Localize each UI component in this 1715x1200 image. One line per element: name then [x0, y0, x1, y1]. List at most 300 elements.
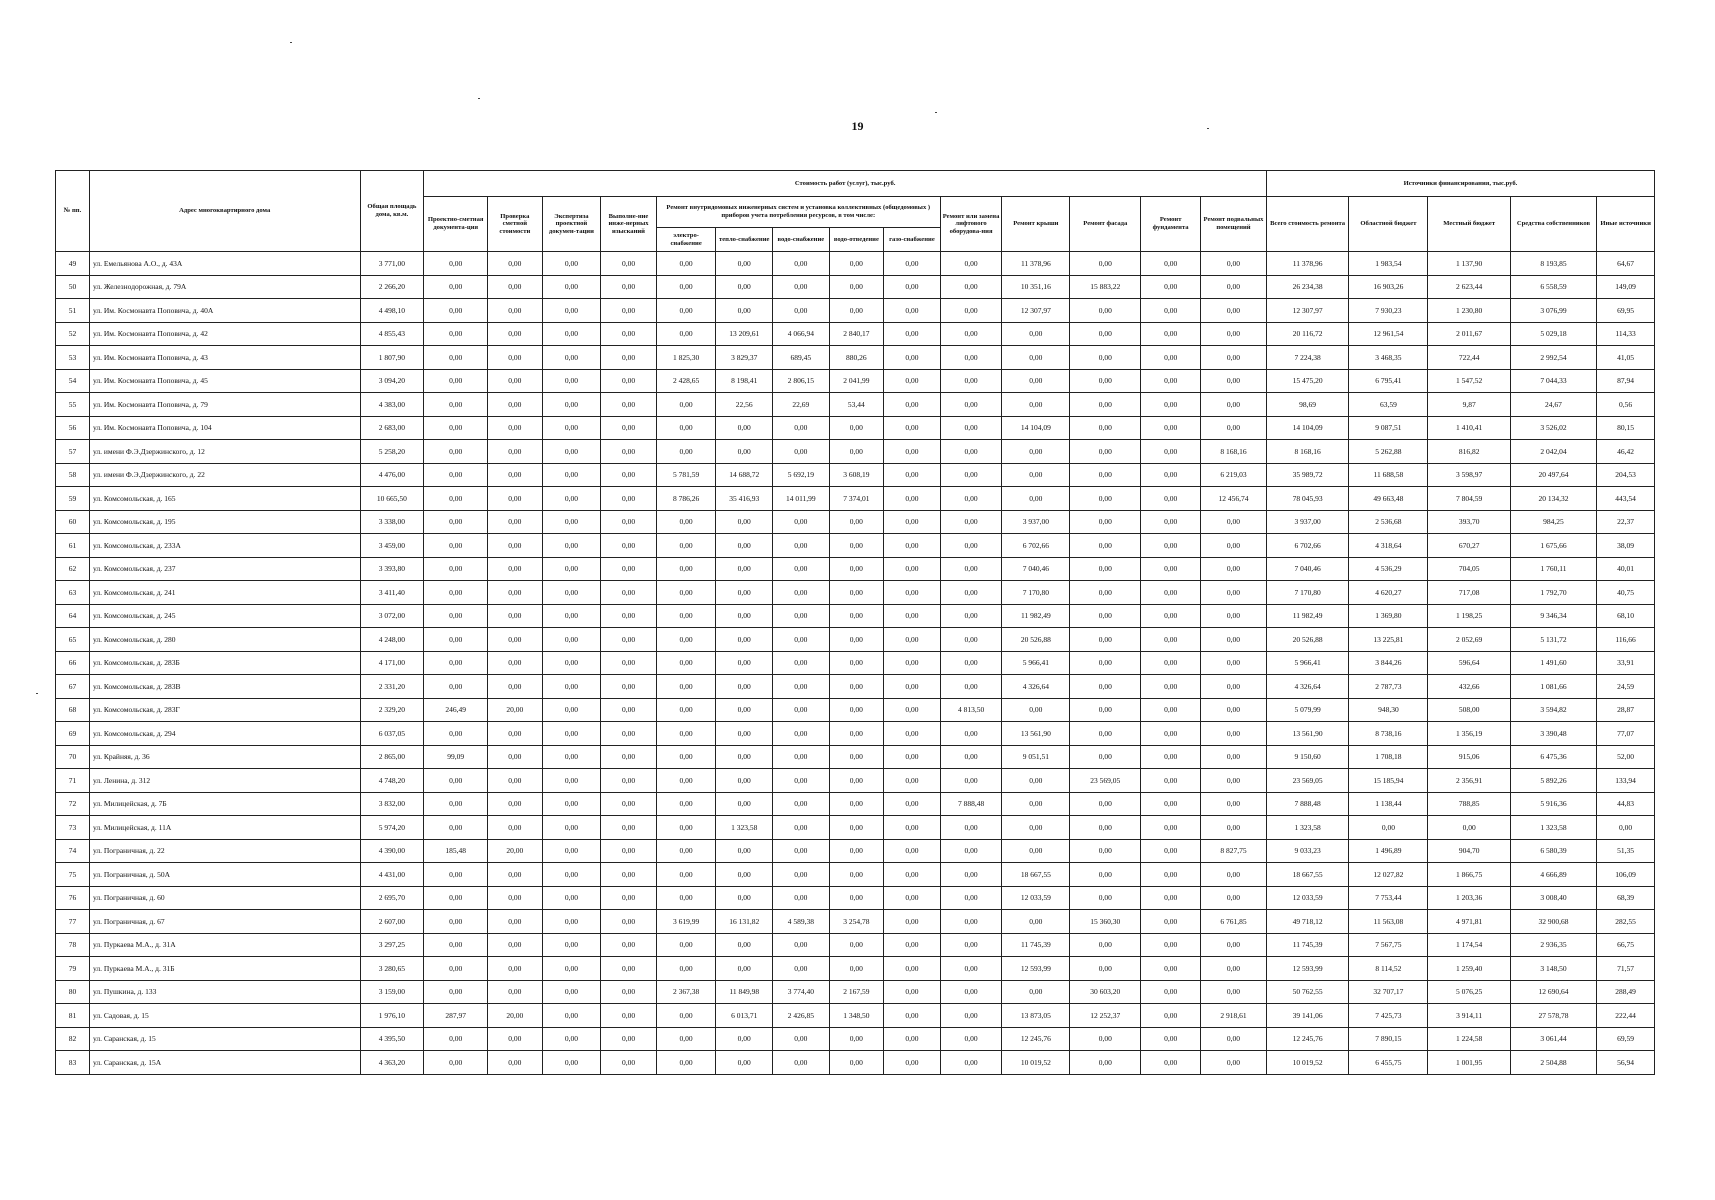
table-row — [56, 933, 1655, 957]
cell-gas: 0,00 — [884, 863, 941, 887]
cell-num: 59 — [56, 487, 90, 511]
header-surveys: Выполне-ние инже-нерных изысканий — [601, 197, 657, 252]
cell-gas: 0,00 — [884, 416, 941, 440]
cell-drain: 0,00 — [829, 957, 884, 981]
cell-owners: 1 081,66 — [1510, 675, 1596, 699]
cell-local: 2 052,69 — [1428, 628, 1510, 652]
cell-foundation: 0,00 — [1141, 1027, 1201, 1051]
cell-surveys: 0,00 — [601, 534, 657, 558]
cell-surveys: 0,00 — [601, 675, 657, 699]
cell-elevator: 0,00 — [940, 510, 1002, 534]
cell-surveys: 0,00 — [601, 886, 657, 910]
cell-num: 50 — [56, 275, 90, 299]
cell-local: 2 011,67 — [1428, 322, 1510, 346]
cell-electro: 0,00 — [656, 675, 716, 699]
cell-design-docs: 0,00 — [424, 628, 488, 652]
cell-roof: 18 667,55 — [1002, 863, 1070, 887]
cell-heat: 0,00 — [716, 698, 773, 722]
cell-water: 0,00 — [773, 769, 830, 793]
cell-facade: 0,00 — [1070, 863, 1141, 887]
cell-roof: 0,00 — [1002, 816, 1070, 840]
cell-other: 44,83 — [1597, 792, 1655, 816]
cell-design-docs: 0,00 — [424, 581, 488, 605]
cell-foundation: 0,00 — [1141, 675, 1201, 699]
cell-total: 9 033,23 — [1266, 839, 1348, 863]
cell-facade: 0,00 — [1070, 346, 1141, 370]
cell-water: 0,00 — [773, 440, 830, 464]
header-cost-group: Стоимость работ (услуг), тыс.руб. — [424, 171, 1267, 197]
cell-facade: 0,00 — [1070, 698, 1141, 722]
cell-electro: 0,00 — [656, 1051, 716, 1075]
cell-estimate-check: 0,00 — [488, 910, 543, 934]
cell-local: 1 356,19 — [1428, 722, 1510, 746]
cell-surveys: 0,00 — [601, 792, 657, 816]
cell-drain: 0,00 — [829, 557, 884, 581]
cell-total: 13 561,90 — [1266, 722, 1348, 746]
cell-local: 1 866,75 — [1428, 863, 1510, 887]
cell-regional: 1 369,80 — [1349, 604, 1428, 628]
cell-water: 5 692,19 — [773, 463, 830, 487]
cell-estimate-check: 0,00 — [488, 722, 543, 746]
cell-foundation: 0,00 — [1141, 910, 1201, 934]
cell-elevator: 0,00 — [940, 1027, 1002, 1051]
cell-area: 2 331,20 — [360, 675, 424, 699]
cell-total: 4 326,64 — [1266, 675, 1348, 699]
cell-local: 2 356,91 — [1428, 769, 1510, 793]
header-foundation: Ремонт фундамента — [1141, 197, 1201, 252]
cell-num: 77 — [56, 910, 90, 934]
table-row — [56, 581, 1655, 605]
cell-estimate-check: 0,00 — [488, 416, 543, 440]
cell-elevator: 0,00 — [940, 816, 1002, 840]
cell-regional: 32 707,17 — [1349, 980, 1428, 1004]
cell-address: ул. Комсомольская, д. 280 — [89, 628, 360, 652]
cell-design-docs: 0,00 — [424, 604, 488, 628]
cell-foundation: 0,00 — [1141, 510, 1201, 534]
cell-num: 66 — [56, 651, 90, 675]
cell-water: 0,00 — [773, 957, 830, 981]
cell-facade: 0,00 — [1070, 886, 1141, 910]
cell-foundation: 0,00 — [1141, 393, 1201, 417]
cell-other: 22,37 — [1597, 510, 1655, 534]
header-facade: Ремонт фасада — [1070, 197, 1141, 252]
cell-facade: 30 603,20 — [1070, 980, 1141, 1004]
cell-owners: 6 580,39 — [1510, 839, 1596, 863]
cell-local: 3 914,11 — [1428, 1004, 1510, 1028]
cell-other: 443,54 — [1597, 487, 1655, 511]
cell-owners: 3 526,02 — [1510, 416, 1596, 440]
cell-surveys: 0,00 — [601, 393, 657, 417]
cell-drain: 3 254,78 — [829, 910, 884, 934]
cell-foundation: 0,00 — [1141, 463, 1201, 487]
table-row — [56, 440, 1655, 464]
cell-foundation: 0,00 — [1141, 933, 1201, 957]
cell-expertise: 0,00 — [542, 722, 601, 746]
cell-design-docs: 287,97 — [424, 1004, 488, 1028]
cell-owners: 24,67 — [1510, 393, 1596, 417]
cell-design-docs: 0,00 — [424, 675, 488, 699]
cell-address: ул. Милицейская, д. 7Б — [89, 792, 360, 816]
cell-basement: 0,00 — [1200, 369, 1266, 393]
cell-elevator: 0,00 — [940, 299, 1002, 323]
cell-address: ул. Саранская, д. 15А — [89, 1051, 360, 1075]
table-row — [56, 322, 1655, 346]
header-estimate-check: Проверка сметной стоимости — [488, 197, 543, 252]
cell-num: 82 — [56, 1027, 90, 1051]
cell-total: 14 104,09 — [1266, 416, 1348, 440]
cell-area: 3 297,25 — [360, 933, 424, 957]
cell-heat: 0,00 — [716, 628, 773, 652]
cell-facade: 0,00 — [1070, 628, 1141, 652]
cell-address: ул. Пушкина, д. 133 — [89, 980, 360, 1004]
cell-total: 5 079,99 — [1266, 698, 1348, 722]
cell-design-docs: 0,00 — [424, 1027, 488, 1051]
cell-facade: 0,00 — [1070, 581, 1141, 605]
cell-total: 12 033,59 — [1266, 886, 1348, 910]
cell-owners: 1 792,70 — [1510, 581, 1596, 605]
table-row — [56, 1027, 1655, 1051]
cell-num: 73 — [56, 816, 90, 840]
cell-num: 62 — [56, 557, 90, 581]
cell-elevator: 0,00 — [940, 346, 1002, 370]
cell-other: 52,00 — [1597, 745, 1655, 769]
cell-roof: 9 051,51 — [1002, 745, 1070, 769]
cell-basement: 0,00 — [1200, 957, 1266, 981]
cell-water: 0,00 — [773, 275, 830, 299]
table-row — [56, 910, 1655, 934]
cell-heat: 22,56 — [716, 393, 773, 417]
cell-electro: 0,00 — [656, 651, 716, 675]
cell-elevator: 7 888,48 — [940, 792, 1002, 816]
cell-regional: 6 795,41 — [1349, 369, 1428, 393]
cell-expertise: 0,00 — [542, 463, 601, 487]
cell-estimate-check: 0,00 — [488, 933, 543, 957]
cell-expertise: 0,00 — [542, 299, 601, 323]
cell-drain: 0,00 — [829, 886, 884, 910]
cell-regional: 15 185,94 — [1349, 769, 1428, 793]
cell-surveys: 0,00 — [601, 510, 657, 534]
cell-estimate-check: 0,00 — [488, 557, 543, 581]
cell-electro: 0,00 — [656, 1027, 716, 1051]
cell-foundation: 0,00 — [1141, 839, 1201, 863]
cell-elevator: 0,00 — [940, 910, 1002, 934]
cell-foundation: 0,00 — [1141, 1004, 1201, 1028]
cell-water: 0,00 — [773, 252, 830, 276]
cell-other: 51,35 — [1597, 839, 1655, 863]
cell-roof: 0,00 — [1002, 440, 1070, 464]
table-row — [56, 698, 1655, 722]
cell-gas: 0,00 — [884, 510, 941, 534]
cell-foundation: 0,00 — [1141, 863, 1201, 887]
cell-foundation: 0,00 — [1141, 816, 1201, 840]
cell-area: 4 748,20 — [360, 769, 424, 793]
cell-address: ул. Пограничная, д. 60 — [89, 886, 360, 910]
cell-gas: 0,00 — [884, 933, 941, 957]
cell-design-docs: 0,00 — [424, 933, 488, 957]
cell-regional: 7 753,44 — [1349, 886, 1428, 910]
cell-other: 0,00 — [1597, 816, 1655, 840]
cell-estimate-check: 0,00 — [488, 1051, 543, 1075]
cell-expertise: 0,00 — [542, 369, 601, 393]
cell-electro: 0,00 — [656, 933, 716, 957]
cell-water: 0,00 — [773, 416, 830, 440]
cell-roof: 20 526,88 — [1002, 628, 1070, 652]
cell-roof: 0,00 — [1002, 769, 1070, 793]
table-row — [56, 252, 1655, 276]
cell-drain: 880,26 — [829, 346, 884, 370]
cell-foundation: 0,00 — [1141, 369, 1201, 393]
cell-design-docs: 0,00 — [424, 369, 488, 393]
cell-heat: 0,00 — [716, 675, 773, 699]
cell-other: 282,55 — [1597, 910, 1655, 934]
cell-drain: 0,00 — [829, 510, 884, 534]
cell-drain: 0,00 — [829, 698, 884, 722]
cell-gas: 0,00 — [884, 792, 941, 816]
cell-facade: 0,00 — [1070, 369, 1141, 393]
cell-design-docs: 0,00 — [424, 534, 488, 558]
cell-roof: 0,00 — [1002, 792, 1070, 816]
cell-basement: 0,00 — [1200, 863, 1266, 887]
cell-drain: 0,00 — [829, 792, 884, 816]
cell-num: 57 — [56, 440, 90, 464]
scan-artifact — [935, 112, 937, 113]
cell-gas: 0,00 — [884, 980, 941, 1004]
cell-gas: 0,00 — [884, 252, 941, 276]
cell-other: 38,09 — [1597, 534, 1655, 558]
cell-heat: 1 323,58 — [716, 816, 773, 840]
cell-local: 0,00 — [1428, 816, 1510, 840]
table-row — [56, 604, 1655, 628]
cell-basement: 0,00 — [1200, 275, 1266, 299]
cell-estimate-check: 0,00 — [488, 604, 543, 628]
cell-basement: 0,00 — [1200, 886, 1266, 910]
cell-expertise: 0,00 — [542, 769, 601, 793]
cell-drain: 0,00 — [829, 299, 884, 323]
cell-address: ул. Им. Космонавта Поповича, д. 79 — [89, 393, 360, 417]
cell-foundation: 0,00 — [1141, 957, 1201, 981]
cell-roof: 14 104,09 — [1002, 416, 1070, 440]
cell-basement: 6 219,03 — [1200, 463, 1266, 487]
cell-other: 116,66 — [1597, 628, 1655, 652]
cell-total: 20 116,72 — [1266, 322, 1348, 346]
cell-elevator: 0,00 — [940, 933, 1002, 957]
cell-area: 2 865,00 — [360, 745, 424, 769]
cell-regional: 1 138,44 — [1349, 792, 1428, 816]
cell-foundation: 0,00 — [1141, 698, 1201, 722]
cell-foundation: 0,00 — [1141, 745, 1201, 769]
cell-facade: 15 883,22 — [1070, 275, 1141, 299]
cell-surveys: 0,00 — [601, 745, 657, 769]
cell-heat: 0,00 — [716, 792, 773, 816]
cell-foundation: 0,00 — [1141, 322, 1201, 346]
table-row — [56, 534, 1655, 558]
cell-regional: 16 903,26 — [1349, 275, 1428, 299]
cell-facade: 23 569,05 — [1070, 769, 1141, 793]
cell-regional: 3 844,26 — [1349, 651, 1428, 675]
cell-facade: 0,00 — [1070, 299, 1141, 323]
cell-num: 79 — [56, 957, 90, 981]
cell-owners: 27 578,78 — [1510, 1004, 1596, 1028]
cell-surveys: 0,00 — [601, 557, 657, 581]
cell-water: 0,00 — [773, 792, 830, 816]
cell-foundation: 0,00 — [1141, 557, 1201, 581]
cell-regional: 1 708,18 — [1349, 745, 1428, 769]
cell-local: 393,70 — [1428, 510, 1510, 534]
cell-address: ул. Им. Космонавта Поповича, д. 104 — [89, 416, 360, 440]
cell-area: 4 431,00 — [360, 863, 424, 887]
cell-water: 0,00 — [773, 557, 830, 581]
header-expertise: Экспертиза проектной докумен-тации — [542, 197, 601, 252]
cell-estimate-check: 0,00 — [488, 886, 543, 910]
header-total: Всего стоимость ремонта — [1266, 197, 1348, 252]
cell-other: 0,56 — [1597, 393, 1655, 417]
cell-estimate-check: 0,00 — [488, 393, 543, 417]
cell-regional: 8 738,16 — [1349, 722, 1428, 746]
cell-design-docs: 0,00 — [424, 910, 488, 934]
header-num: № пп. — [56, 171, 90, 252]
cell-regional: 4 620,27 — [1349, 581, 1428, 605]
cell-design-docs: 0,00 — [424, 792, 488, 816]
cell-expertise: 0,00 — [542, 886, 601, 910]
cell-water: 0,00 — [773, 604, 830, 628]
table-row — [56, 980, 1655, 1004]
cell-gas: 0,00 — [884, 1004, 941, 1028]
cell-regional: 11 688,58 — [1349, 463, 1428, 487]
cell-address: ул. Им. Космонавта Поповича, д. 43 — [89, 346, 360, 370]
cell-expertise: 0,00 — [542, 980, 601, 1004]
cell-area: 4 248,00 — [360, 628, 424, 652]
cell-num: 63 — [56, 581, 90, 605]
cell-design-docs: 0,00 — [424, 416, 488, 440]
cell-surveys: 0,00 — [601, 769, 657, 793]
cell-area: 2 695,70 — [360, 886, 424, 910]
cell-total: 7 040,46 — [1266, 557, 1348, 581]
header-roof: Ремонт крыши — [1002, 197, 1070, 252]
cell-roof: 12 245,76 — [1002, 1027, 1070, 1051]
cell-surveys: 0,00 — [601, 322, 657, 346]
cell-drain: 0,00 — [829, 839, 884, 863]
cell-other: 80,15 — [1597, 416, 1655, 440]
table-row — [56, 275, 1655, 299]
scan-artifact — [36, 693, 38, 694]
table-row — [56, 722, 1655, 746]
cell-other: 222,44 — [1597, 1004, 1655, 1028]
cell-electro: 0,00 — [656, 510, 716, 534]
header-elevator: Ремонт или замена лифтового оборудова-ния — [940, 197, 1002, 252]
cell-surveys: 0,00 — [601, 816, 657, 840]
cell-gas: 0,00 — [884, 1027, 941, 1051]
cell-surveys: 0,00 — [601, 839, 657, 863]
cell-electro: 1 825,30 — [656, 346, 716, 370]
cell-electro: 0,00 — [656, 839, 716, 863]
cell-design-docs: 0,00 — [424, 1051, 488, 1075]
cell-expertise: 0,00 — [542, 628, 601, 652]
cell-basement: 6 761,85 — [1200, 910, 1266, 934]
cell-area: 2 607,00 — [360, 910, 424, 934]
cell-owners: 1 760,11 — [1510, 557, 1596, 581]
cell-basement: 0,00 — [1200, 816, 1266, 840]
cell-drain: 0,00 — [829, 1051, 884, 1075]
table-row — [56, 863, 1655, 887]
cell-estimate-check: 0,00 — [488, 651, 543, 675]
cell-regional: 7 567,75 — [1349, 933, 1428, 957]
cell-regional: 6 455,75 — [1349, 1051, 1428, 1075]
cell-estimate-check: 0,00 — [488, 816, 543, 840]
cell-surveys: 0,00 — [601, 628, 657, 652]
table-row — [56, 816, 1655, 840]
cell-other: 288,49 — [1597, 980, 1655, 1004]
cell-owners: 1 491,60 — [1510, 651, 1596, 675]
cell-facade: 0,00 — [1070, 252, 1141, 276]
header-gas: газо-снабжение — [884, 228, 941, 252]
cell-drain: 2 840,17 — [829, 322, 884, 346]
cell-heat: 0,00 — [716, 863, 773, 887]
cell-water: 0,00 — [773, 1051, 830, 1075]
cell-surveys: 0,00 — [601, 440, 657, 464]
cell-facade: 0,00 — [1070, 816, 1141, 840]
cell-heat: 0,00 — [716, 722, 773, 746]
cell-area: 3 411,40 — [360, 581, 424, 605]
cell-surveys: 0,00 — [601, 275, 657, 299]
cell-drain: 0,00 — [829, 816, 884, 840]
cell-total: 6 702,66 — [1266, 534, 1348, 558]
table-row — [56, 957, 1655, 981]
cell-water: 2 806,15 — [773, 369, 830, 393]
cell-num: 68 — [56, 698, 90, 722]
cell-facade: 0,00 — [1070, 463, 1141, 487]
cell-gas: 0,00 — [884, 745, 941, 769]
cell-expertise: 0,00 — [542, 957, 601, 981]
cell-basement: 0,00 — [1200, 769, 1266, 793]
table-row — [56, 463, 1655, 487]
cell-water: 4 589,38 — [773, 910, 830, 934]
cell-expertise: 0,00 — [542, 745, 601, 769]
table-row — [56, 792, 1655, 816]
cell-drain: 0,00 — [829, 769, 884, 793]
cell-design-docs: 185,48 — [424, 839, 488, 863]
cell-other: 133,94 — [1597, 769, 1655, 793]
cell-address: ул. имени Ф.Э.Дзержинского, д. 22 — [89, 463, 360, 487]
cell-electro: 0,00 — [656, 557, 716, 581]
cell-electro: 0,00 — [656, 393, 716, 417]
cell-total: 12 307,97 — [1266, 299, 1348, 323]
cell-expertise: 0,00 — [542, 416, 601, 440]
cell-surveys: 0,00 — [601, 416, 657, 440]
cell-owners: 9 346,34 — [1510, 604, 1596, 628]
cell-other: 114,33 — [1597, 322, 1655, 346]
cell-heat: 0,00 — [716, 651, 773, 675]
cell-owners: 3 008,40 — [1510, 886, 1596, 910]
cell-roof: 13 873,05 — [1002, 1004, 1070, 1028]
cell-total: 20 526,88 — [1266, 628, 1348, 652]
cell-owners: 20 134,32 — [1510, 487, 1596, 511]
cell-surveys: 0,00 — [601, 487, 657, 511]
cell-regional: 3 468,35 — [1349, 346, 1428, 370]
cell-regional: 2 787,73 — [1349, 675, 1428, 699]
cell-water: 0,00 — [773, 745, 830, 769]
cell-owners: 12 690,64 — [1510, 980, 1596, 1004]
cell-gas: 0,00 — [884, 886, 941, 910]
cell-roof: 11 745,39 — [1002, 933, 1070, 957]
cell-owners: 3 148,50 — [1510, 957, 1596, 981]
cell-design-docs: 0,00 — [424, 487, 488, 511]
cell-num: 49 — [56, 252, 90, 276]
cell-local: 5 076,25 — [1428, 980, 1510, 1004]
cell-electro: 0,00 — [656, 816, 716, 840]
cell-expertise: 0,00 — [542, 534, 601, 558]
cell-other: 40,01 — [1597, 557, 1655, 581]
cell-gas: 0,00 — [884, 910, 941, 934]
